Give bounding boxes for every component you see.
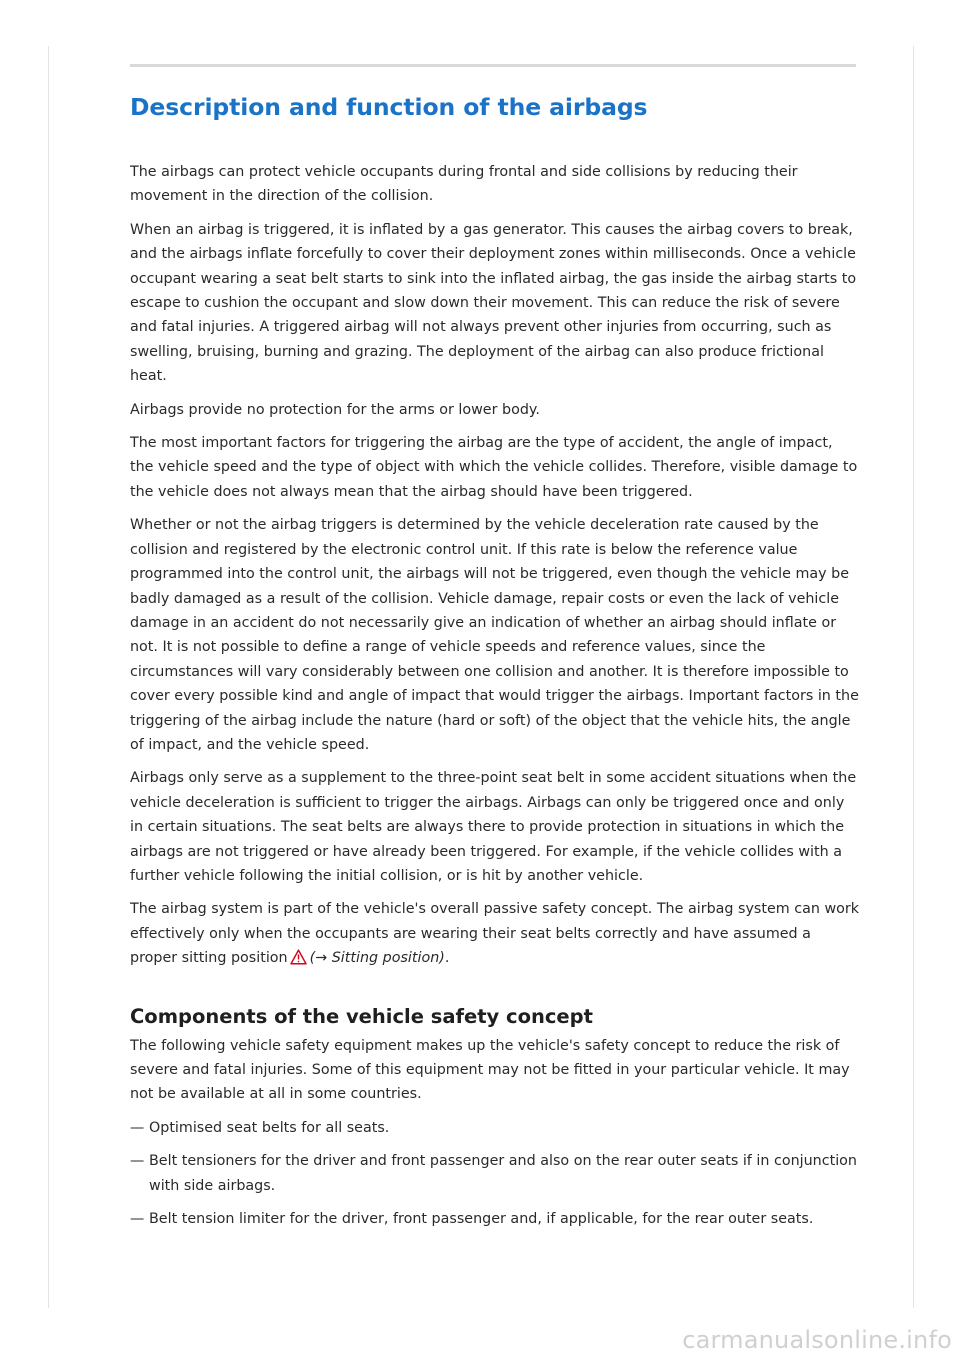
- paragraph-with-reference: [130, 897, 860, 970]
- paragraph: The most important factors for triggering the airbag are the type of accident, the angle of impact, the vehicle speed and the type of object with which the vehicle collides. Therefore, visible damage to the vehicle does not always mean that the airbag should have been triggered.: [130, 435, 858, 500]
- dash-bullet: —: [130, 1153, 145, 1170]
- subsection-heading: Components of the vehicle safety concept: [130, 1004, 593, 1028]
- sentence-end: .: [444, 950, 450, 967]
- intro-paragraph: The following vehicle safety equipment makes up the vehicle's safety concept to reduce the risk of severe and fatal injuries. Some of this equipment may not be fitted in your particular vehicle. It may not be available at all in some countries.: [130, 1037, 850, 1103]
- manual-page-content: [130, 88, 860, 1240]
- list-item-text: Belt tensioners for the driver and front passenger and also on the rear outer seats if in conjunction with side airbags.: [149, 1153, 857, 1194]
- paragraph: The airbags can protect vehicle occupants during frontal and side collisions by reducing their movement in the direction of the collision.: [130, 164, 798, 205]
- page-border-left: [48, 46, 49, 1308]
- paragraph: Airbags provide no protection for the arms or lower body.: [130, 401, 540, 418]
- warning-triangle-icon: [290, 949, 307, 965]
- safety-equipment-list: [130, 1116, 860, 1232]
- paragraph-text: The airbag system is part of the vehicle's overall passive safety concept. The airbag system can work effectively only when the occupants are wearing their seat belts correctly and have assumed a proper sitting position: [130, 901, 860, 967]
- list-item-text: Belt tension limiter for the driver, front passenger and, if applicable, for the rear outer seats.: [149, 1211, 814, 1228]
- list-item: [130, 1207, 860, 1231]
- list-item: [130, 1116, 860, 1140]
- paragraph: When an airbag is triggered, it is inflated by a gas generator. This causes the airbag covers to break, and the airbags inflate forcefully to cover their deployment zones within milliseconds. Once a vehicle occupant wearing a seat belt starts to sink into the inflated airbag, the gas inside the airbag starts to escape to cushion the occupant and slow down their movement. This can reduce the risk of severe and fatal injuries. A triggered airbag will not always prevent other injuries from occurring, such as swelling, bruising, burning and grazing. The deployment of the airbag can also produce frictional heat.: [130, 221, 857, 385]
- top-rule: [130, 64, 856, 67]
- page-border-right: [913, 46, 914, 1308]
- list-item-text: Optimised seat belts for all seats.: [149, 1119, 390, 1136]
- section-heading: Description and function of the airbags: [130, 93, 648, 121]
- paragraph: Whether or not the airbag triggers is determined by the vehicle deceleration rate caused by the collision and registered by the electronic control unit. If this rate is below the reference value programmed into the control unit, the airbags will not be triggered, even though the vehicle may be badly damaged as a result of the collision. Vehicle damage, repair costs or even the lack of vehicle damage in an accident do not necessarily give an indication of whether an airbag should inflate or not. It is not possible to define a range of vehicle speeds and reference values, since the circumstances will vary considerably between one collision and another. It is therefore impossible to cover every possible kind and angle of impact that would trigger the airbags. Important factors in the triggering of the airbag include the nature (hard or soft) of the object that the vehicle hits, the angle of impact, and the vehicle speed.: [130, 517, 859, 753]
- sitting-position-link[interactable]: (→ Sitting position): [309, 950, 445, 967]
- list-item: [130, 1149, 860, 1198]
- paragraph: Airbags only serve as a supplement to the three-point seat belt in some accident situations when the vehicle deceleration is sufficient to trigger the airbags. Airbags can only be triggered once and only in certain situations. The seat belts are always there to provide protection in situations in which the airbags are not triggered or have already been triggered. For example, if the vehicle collides with a further vehicle following the initial collision, or is hit by another vehicle.: [130, 770, 857, 884]
- watermark: carmanualsonline.info: [682, 1326, 952, 1354]
- dash-bullet: —: [130, 1211, 145, 1228]
- dash-bullet: —: [130, 1119, 145, 1136]
